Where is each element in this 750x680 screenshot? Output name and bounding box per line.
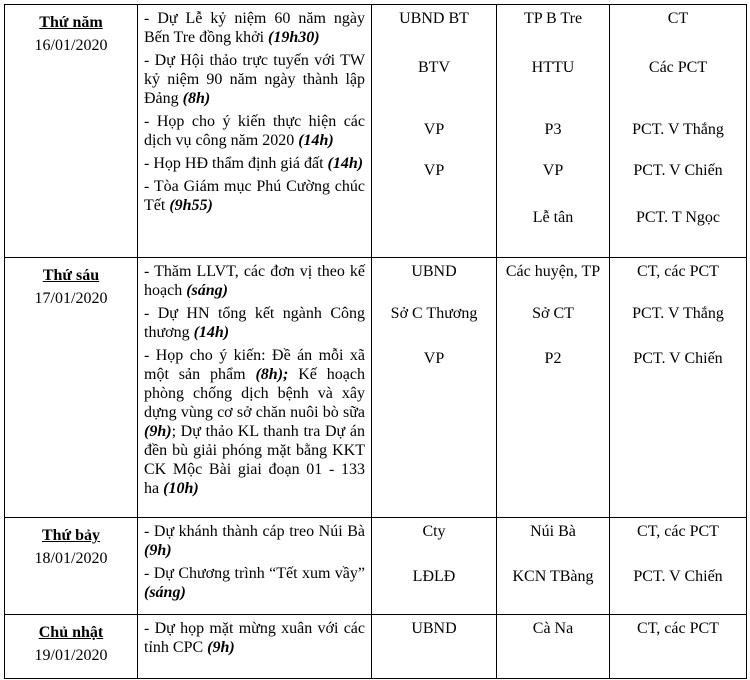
place-cell [497, 615, 610, 679]
day-name: Thứ năm [39, 14, 103, 31]
lead-cell [610, 615, 747, 679]
lead-value: PCT. V Chiến [633, 162, 723, 179]
place-value: VP [542, 162, 564, 179]
place-value: TP B Tre [523, 10, 583, 27]
schedule-table [4, 4, 747, 679]
agenda-time: (8h) [182, 90, 211, 107]
lead-value: Các PCT [648, 59, 708, 76]
org-value: UBND [411, 620, 457, 637]
lead-cell [610, 518, 747, 615]
day-cell [5, 258, 138, 518]
org-value: VP [423, 350, 445, 367]
org-value: VP [423, 162, 445, 179]
agenda-item: - Dự Lễ kỷ niệm 60 năm ngày Bến Tre đồng khởi (19h30) [144, 10, 365, 46]
lead-value: PCT. T Ngọc [635, 209, 720, 226]
schedule-row-thu-sau [5, 258, 747, 518]
lead-value: PCT. V Chiến [633, 568, 723, 585]
content-cell [138, 258, 372, 518]
place-value: Cà Na [532, 620, 574, 637]
content-cell [138, 518, 372, 615]
agenda-time: (14h) [193, 324, 230, 341]
day-name: Thứ sáu [42, 267, 100, 284]
day-date: 19/01/2020 [34, 647, 108, 664]
org-value: VP [423, 121, 445, 138]
org-value: Cty [422, 523, 446, 540]
agenda-item: - Tòa Giám mục Phú Cường chúc Tết (9h55) [144, 178, 365, 214]
agenda-time: (19h30) [268, 29, 320, 46]
agenda-time: (10h) [163, 480, 199, 497]
lead-value: CT, các PCT [637, 263, 719, 280]
place-value: KCN TBàng [512, 568, 594, 585]
agenda-time: (9h) [207, 639, 235, 656]
content-cell [138, 5, 372, 258]
place-cell [497, 518, 610, 615]
org-value: UBND [411, 263, 457, 280]
day-date: 16/01/2020 [34, 37, 108, 54]
agenda-item: - Dự khánh thành cáp treo Núi Bà (9h) [144, 523, 365, 559]
lead-value: CT [667, 10, 689, 27]
place-cell [497, 258, 610, 518]
agenda-item: - Dự HN tổng kết ngành Công thương (14h) [144, 305, 365, 341]
agenda-item: - Họp HĐ thẩm định giá đất (14h) [144, 155, 364, 172]
agenda-time: (8h); [255, 366, 289, 383]
agenda-time: (sáng) [186, 282, 228, 299]
content-cell [138, 615, 372, 679]
agenda-item: - Họp cho ý kiến: Đề án mỗi xã một sản phẩm (8h); Kế hoạch phòng chống dịch bệnh và xây dựng vùng cơ sở chăn nuôi bò sữa (9h); Dự thảo KL thanh tra Dự án đền bù giải phóng mặt bằng KKT CK Mộc Bài giai đoạn 01 - 133 ha (10h) [144, 347, 366, 497]
place-cell [497, 5, 610, 258]
lead-value: PCT. V Chiến [633, 350, 723, 367]
day-cell [5, 615, 138, 679]
org-cell [372, 5, 497, 258]
agenda-item: - Thăm LLVT, các đơn vị theo kế hoạch (sáng) [144, 263, 365, 299]
lead-value: CT, các PCT [637, 620, 719, 637]
place-value: HTTU [531, 59, 575, 76]
agenda-time: (9h) [144, 542, 172, 559]
day-cell [5, 518, 138, 615]
lead-value: PCT. V Thắng [632, 121, 724, 138]
place-value: P3 [544, 121, 562, 138]
day-date: 17/01/2020 [34, 290, 108, 307]
schedule-row-chu-nhat [5, 615, 747, 679]
place-value: Sở CT [532, 305, 574, 322]
org-value: UBND BT [399, 10, 469, 27]
agenda-item: - Họp cho ý kiến thực hiện các dịch vụ công năm 2020 (14h) [144, 113, 365, 149]
agenda-time: (9h55) [169, 197, 213, 214]
lead-value: PCT. V Thắng [632, 305, 724, 322]
lead-cell [610, 258, 747, 518]
place-value: Các huyện, TP [505, 263, 601, 280]
day-name: Thứ bảy [41, 527, 101, 544]
lead-cell [610, 5, 747, 258]
org-cell [372, 258, 497, 518]
day-name: Chủ nhật [38, 624, 104, 641]
org-cell [372, 615, 497, 679]
agenda-item: - Dự Chương trình “Tết xum vầy” (sáng) [144, 565, 365, 601]
schedule-row-thu-bay [5, 518, 747, 615]
org-value: Sở C Thương [390, 305, 478, 322]
place-value: Núi Bà [530, 523, 576, 540]
org-value: LĐLĐ [412, 568, 456, 585]
lead-value: CT, các PCT [637, 523, 719, 540]
agenda-time: (sáng) [144, 584, 186, 601]
place-value: P2 [544, 350, 562, 367]
place-value: Lễ tân [532, 209, 574, 226]
schedule-row-thu-nam [5, 5, 747, 258]
day-date: 18/01/2020 [34, 550, 108, 567]
agenda-item: - Dự họp mặt mừng xuân với các tỉnh CPC (9h) [144, 620, 365, 656]
org-value: BTV [418, 59, 450, 76]
agenda-item: - Dự Hội thảo trực tuyến với TW kỷ niệm 90 năm ngày thành lập Đảng (8h) [144, 52, 365, 107]
org-cell [372, 518, 497, 615]
agenda-time: (14h) [298, 132, 334, 149]
day-cell [5, 5, 138, 258]
agenda-time: (9h) [144, 423, 172, 440]
agenda-time: (14h) [327, 155, 364, 172]
